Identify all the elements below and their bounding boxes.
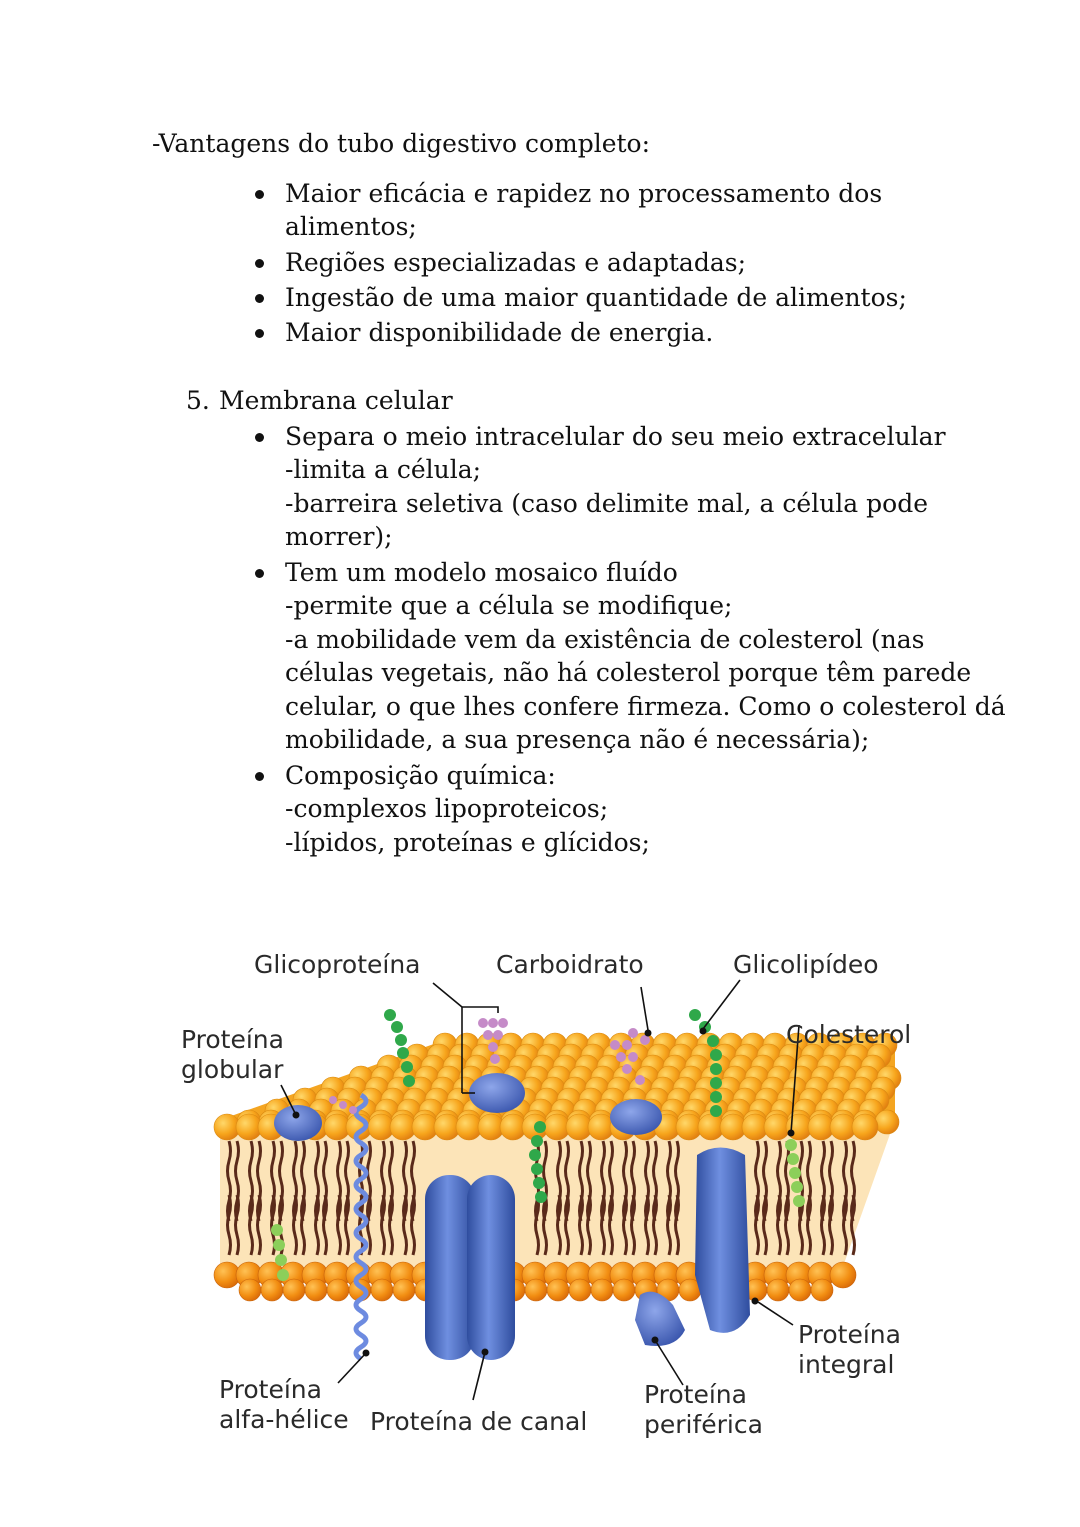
membrane-subpoint: -complexos lipoproteicos; — [285, 794, 609, 823]
label-proteina-periferica: periférica — [644, 1410, 763, 1439]
label-proteina-integral: integral — [798, 1350, 895, 1379]
label-proteina-alfa-helice: alfa-hélice — [219, 1405, 349, 1434]
channel-protein — [425, 1175, 515, 1360]
membrane-subpoint: -a mobilidade vem da existência de colesterol (nas — [285, 625, 925, 654]
membrane-subpoint: mobilidade, a sua presença não é necessária); — [285, 725, 870, 754]
list-item: Regiões especializadas e adaptadas; — [285, 248, 746, 277]
list-item: Maior eficácia e rapidez no processamento dos — [285, 179, 883, 208]
bullet-icon — [255, 433, 264, 442]
phospholipid-heads-bottom — [214, 1262, 856, 1301]
label-proteina-integral: Proteína — [798, 1320, 901, 1349]
membrane-subpoint: -limita a célula; — [285, 455, 482, 484]
list-item: Ingestão de uma maior quantidade de alimentos; — [285, 283, 907, 312]
label-proteina-globular: globular — [181, 1055, 284, 1084]
bullet-icon — [255, 569, 264, 578]
membrane-subpoint: morrer); — [285, 522, 393, 551]
membrane-subpoint: -permite que a célula se modifique; — [285, 591, 733, 620]
membrane-point: Composição química: — [285, 761, 556, 790]
label-proteina-periferica: Proteína — [644, 1380, 747, 1409]
integral-protein — [695, 1148, 750, 1333]
membrane-subpoint: -lípidos, proteínas e glícidos; — [285, 828, 650, 857]
list-item-continuation: alimentos; — [285, 212, 417, 241]
bullet-icon — [255, 329, 264, 338]
label-colesterol: Colesterol — [786, 1020, 912, 1049]
membrane-subpoint: -barreira seletiva (caso delimite mal, a célula pode — [285, 489, 928, 518]
bullet-icon — [255, 190, 264, 199]
label-glicolipideo: Glicolipídeo — [733, 950, 879, 979]
label-proteina-globular: Proteína — [181, 1025, 284, 1054]
label-proteina-alfa-helice: Proteína — [219, 1375, 322, 1404]
heading: -Vantagens do tubo digestivo completo: — [152, 129, 651, 158]
membrane-subpoint: celular, o que lhes confere firmeza. Como o colesterol dá — [285, 692, 1006, 721]
membrane-subpoint: células vegetais, não há colesterol porque têm parede — [285, 658, 972, 687]
bullet-icon — [255, 772, 264, 781]
bullet-icon — [255, 294, 264, 303]
list-item: Maior disponibilidade de energia. — [285, 318, 714, 347]
bullet-icon — [255, 259, 264, 268]
label-glicoproteina: Glicoproteína — [254, 950, 421, 979]
membrane-point: Tem um modelo mosaico fluído — [285, 558, 678, 587]
membrane-point: Separa o meio intracelular do seu meio extracelular — [285, 422, 946, 451]
section-title: Membrana celular — [219, 386, 453, 415]
label-carboidrato: Carboidrato — [496, 950, 644, 979]
section-number: 5. — [186, 386, 210, 415]
peripheral-protein — [635, 1292, 685, 1346]
label-proteina-canal: Proteína de canal — [370, 1407, 588, 1436]
